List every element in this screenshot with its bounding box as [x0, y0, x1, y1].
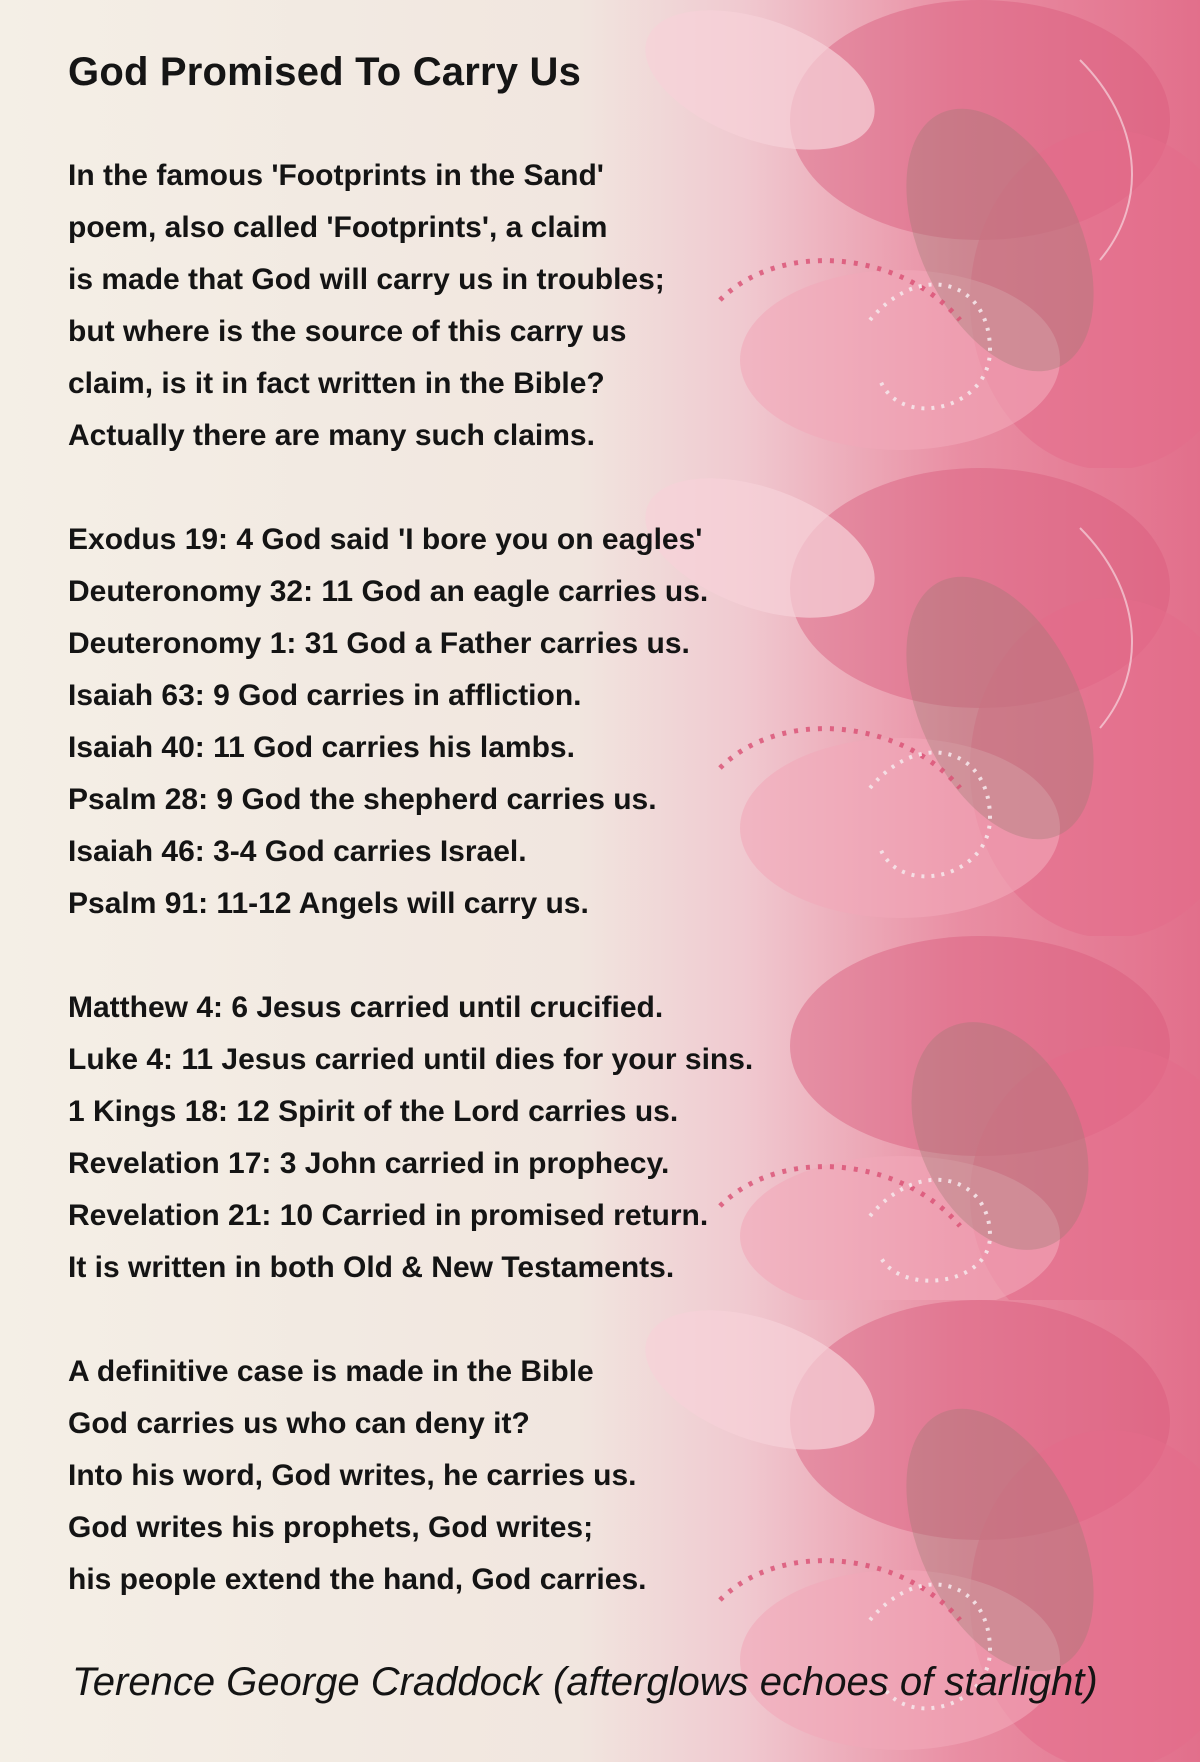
poem-line: Exodus 19: 4 God said 'I bore you on eagles' — [68, 523, 703, 556]
poem-line: Into his word, God writes, he carries us. — [68, 1459, 637, 1492]
poem-line: In the famous 'Footprints in the Sand' — [68, 159, 604, 192]
stanza-4 — [68, 1346, 646, 1606]
poem-line: Deuteronomy 32: 11 God an eagle carries us. — [68, 575, 709, 608]
poem-title: God Promised To Carry Us — [68, 50, 582, 94]
stanza-1 — [68, 150, 665, 462]
poem-line: Deuteronomy 1: 31 God a Father carries us. — [68, 627, 690, 660]
poem-author: Terence George Craddock (afterglows echoes of starlight) — [72, 1660, 1098, 1704]
poem-line: Isaiah 63: 9 God carries in affliction. — [68, 679, 582, 712]
poem-line: God carries us who can deny it? — [68, 1407, 530, 1440]
poem-line: Isaiah 40: 11 God carries his lambs. — [68, 731, 575, 764]
poem-line: his people extend the hand, God carries. — [68, 1563, 647, 1596]
poem-line: God writes his prophets, God writes; — [68, 1511, 594, 1544]
poem-line: Revelation 21: 10 Carried in promised return. — [68, 1199, 709, 1232]
poem-line: Actually there are many such claims. — [68, 419, 595, 452]
poem-line: claim, is it in fact written in the Bible? — [68, 367, 605, 400]
poem-line: Luke 4: 11 Jesus carried until dies for your sins. — [68, 1043, 754, 1076]
poem-line: Isaiah 46: 3-4 God carries Israel. — [68, 835, 527, 868]
poem-line: It is written in both Old & New Testaments. — [68, 1251, 675, 1284]
poem-line: is made that God will carry us in troubles; — [68, 263, 665, 296]
poem-line: Matthew 4: 6 Jesus carried until crucified. — [68, 991, 664, 1024]
poem-line: Revelation 17: 3 John carried in prophecy. — [68, 1147, 670, 1180]
stanza-2 — [68, 514, 708, 930]
poem-line: poem, also called 'Footprints', a claim — [68, 211, 608, 244]
stanza-3 — [68, 982, 753, 1294]
poem-line: Psalm 91: 11-12 Angels will carry us. — [68, 887, 589, 920]
poem-line: A definitive case is made in the Bible — [68, 1355, 594, 1388]
poem-line: but where is the source of this carry us — [68, 315, 627, 348]
poem-container — [68, 0, 1188, 1762]
poem-line: Psalm 28: 9 God the shepherd carries us. — [68, 783, 657, 816]
poem-line: 1 Kings 18: 12 Spirit of the Lord carries us. — [68, 1095, 679, 1128]
